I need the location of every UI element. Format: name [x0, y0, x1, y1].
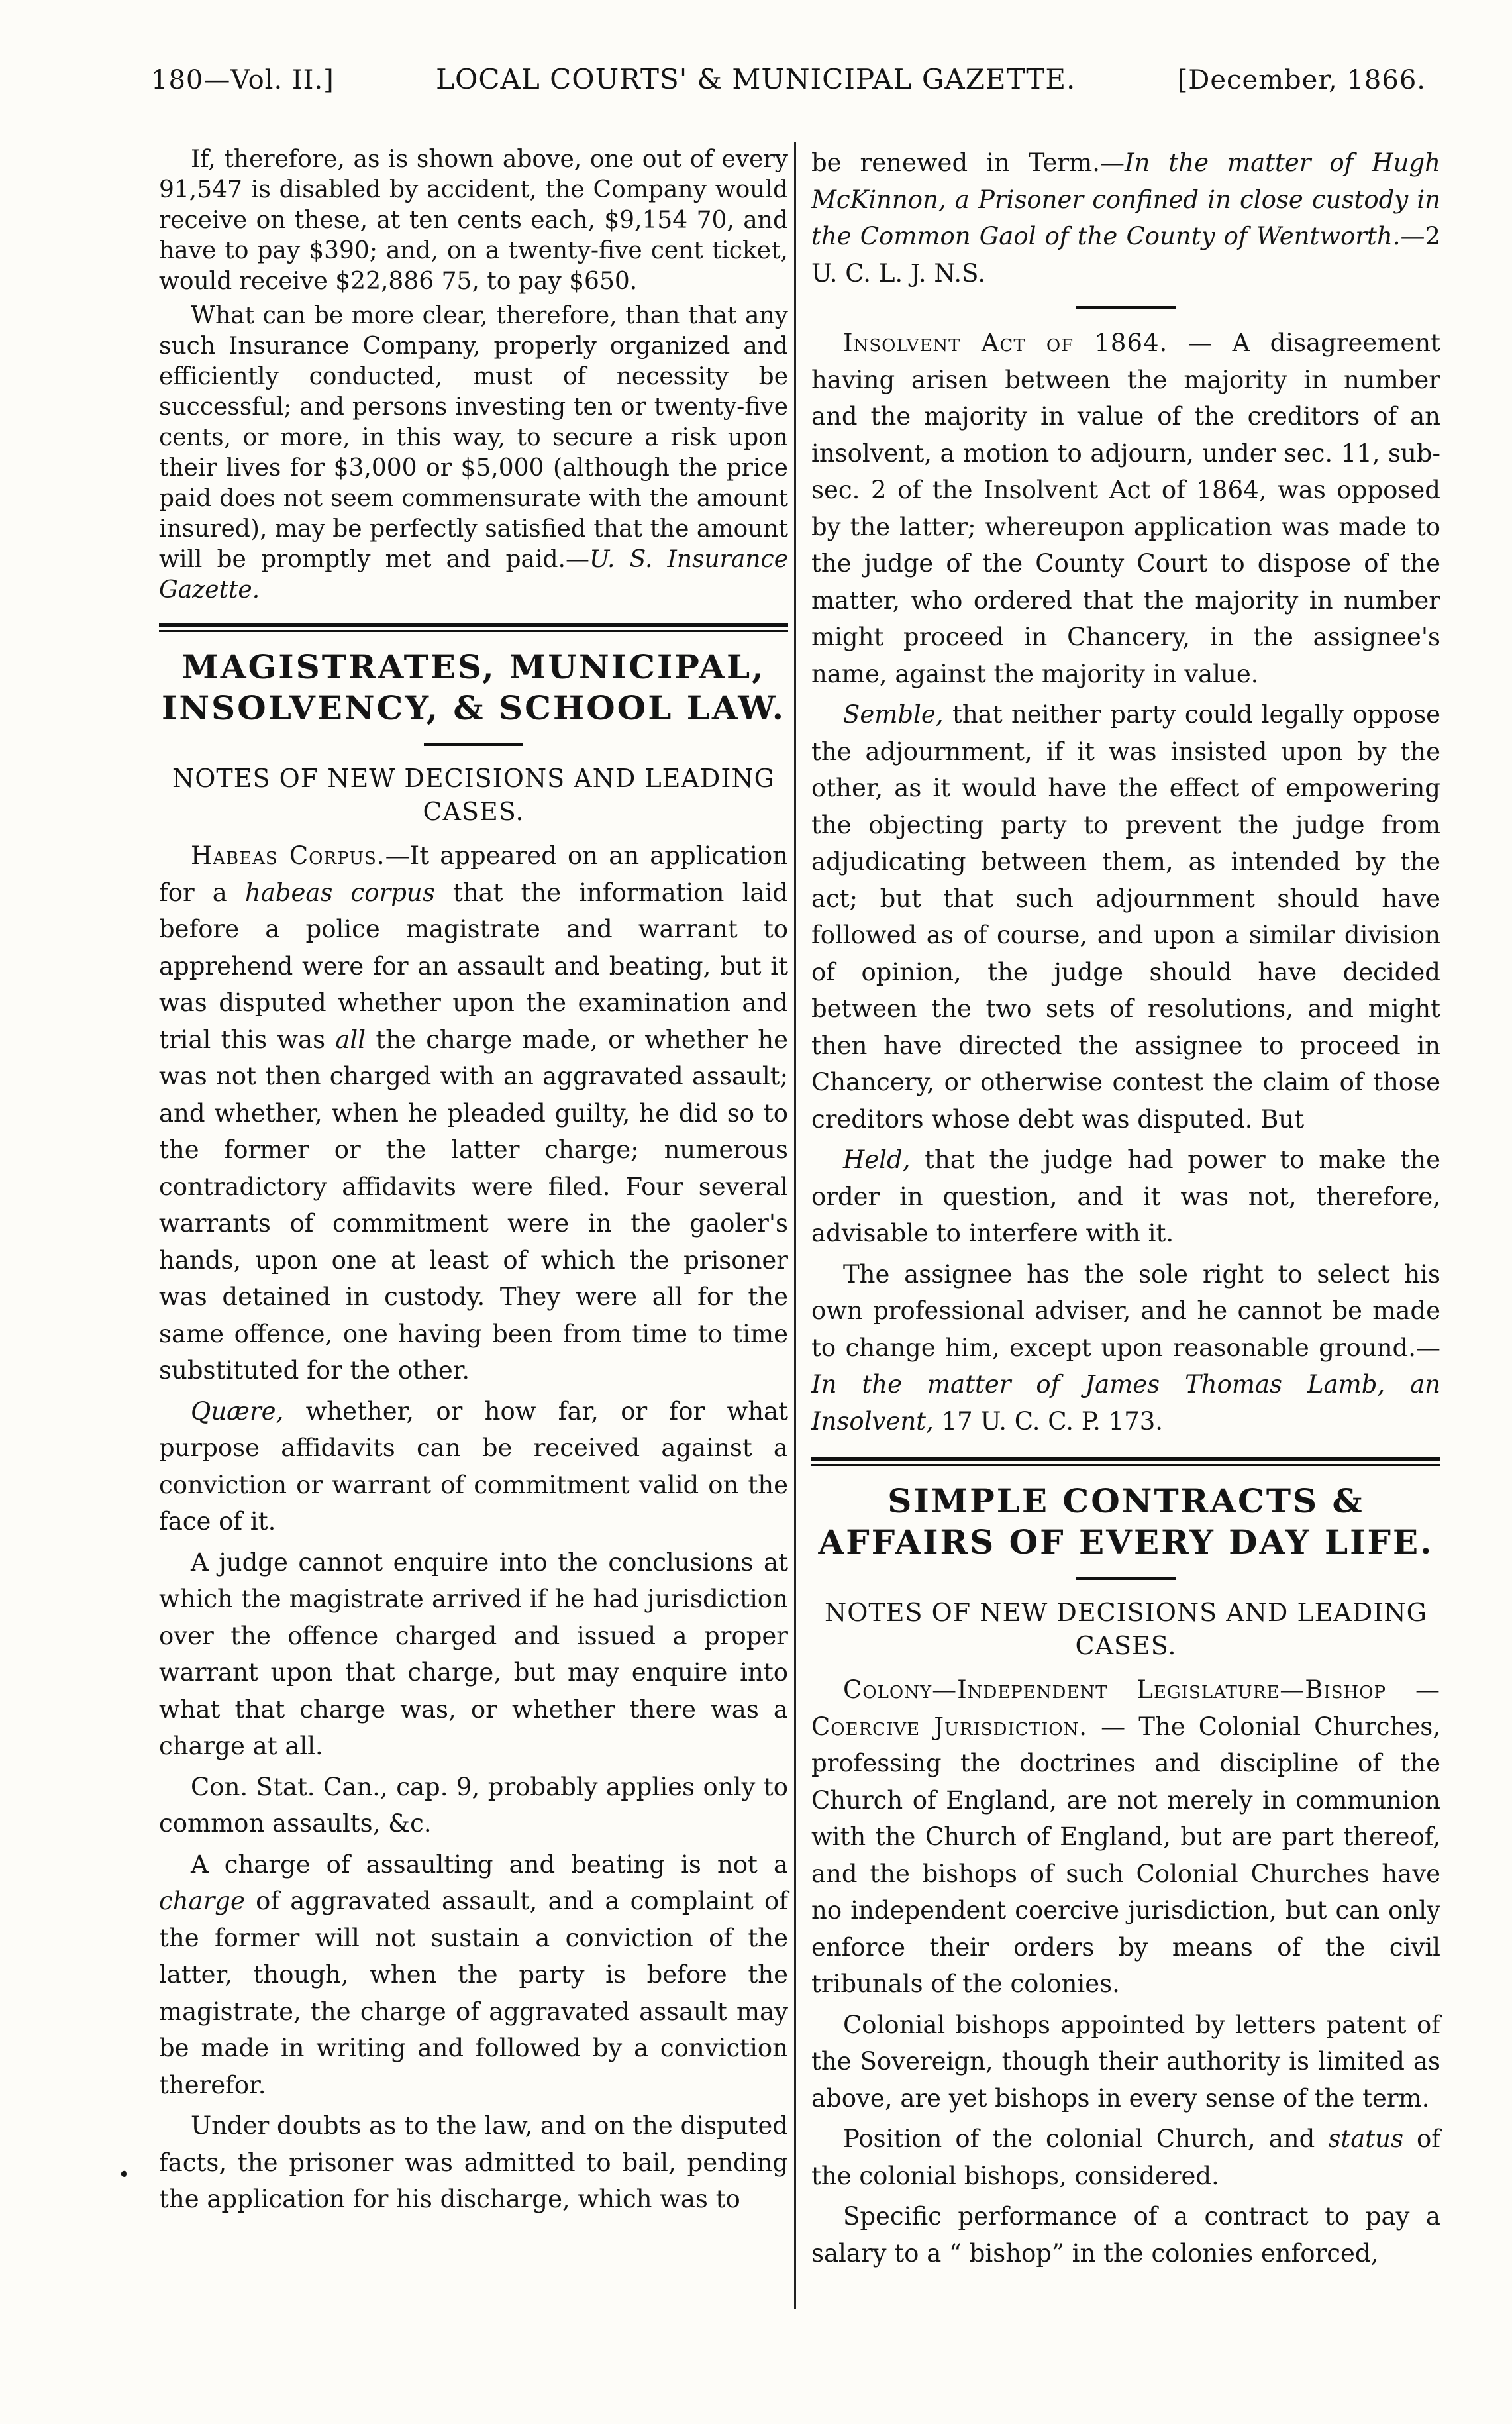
section-rule: [159, 623, 788, 632]
continuation-paragraph: be renewed in Term.—In the matter of Hugh McKinnon, a Prisoner confined in close custody in the Common Gaol of the County of Wentworth.—2 U. C. L. J. N.S.: [811, 148, 1440, 288]
insurance-article: [159, 144, 788, 606]
case-citation: In the matter of Hugh McKinnon, a Prisoner confined in close custody in the Common Gaol of the County of Wentworth.: [811, 148, 1440, 250]
colony-paragraph: Colony—Independent Legislature—Bishop — Coercive Jurisdiction. — The Colonial Churches, professing the doctrines and discipline of the Church of England, are not merely in communion with the Church of England, but are part thereof, and the bishops of such Colonial Churches have no independent coercive jurisdiction, but can only enforce their orders by means of the civil tribunals of the colonies.: [811, 1675, 1440, 1998]
section-title-magistrates: MAGISTRATES, MUNICIPAL, INSOLVENCY, & SCHOOL LAW.: [161, 647, 786, 727]
position-paragraph: Position of the colonial Church, and status of the colonial bishops, considered.: [811, 2125, 1441, 2190]
left-column: [159, 144, 788, 2222]
habeas-paragraph: Habeas Corpus.—It appeared on an application for a habeas corpus that the information laid before a police magistrate and warrant to apprehend were for an assault and beating, but it was disputed whether upon the examination and trial this was all the charge made, or whether he was not then charged with an aggravated assault; and whether, when he pleaded guilty, he did so to the former or the latter charge; numerous contradictory affidavits were filed. Four several warrants of commitment were in the gaoler's hands, upon one at least of which the prisoner was detained in custody. They were all for the same offence, one having been from time to time substituted for the other.: [159, 841, 788, 1385]
short-rule: [1076, 306, 1176, 309]
con-stat-paragraph: Con. Stat. Can., cap. 9, probably applies only to common assaults, &c.: [159, 1772, 788, 1838]
insurance-paragraph-2: What can be more clear, therefore, than that any such Insurance Company, properly organized and efficiently conducted, must of necessity be successful; and persons investing ten or twenty-five cents, or more, in this way, to secure a risk upon their lives for $3,000 or $5,000 (although the price paid does not seem commensurate with the amount insured), may be perfectly satisfied that the amount will be promptly met and paid.—U. S. Insurance Gazette.: [159, 302, 788, 604]
insurance-paragraph-1: If, therefore, as is shown above, one out of every 91,547 is disabled by accident, the Company would receive on these, at ten cents each, $9,154 70, and have to pay $390; and, on a twenty-five cent ticket, would receive $22,886 75, to pay $650.: [159, 146, 788, 295]
short-rule: [424, 743, 523, 746]
column-divider: [794, 142, 796, 2309]
page-reference: 180—Vol. II.]: [151, 65, 334, 95]
insolvent-paragraph: Insolvent Act of 1864. — A disagreement having arisen between the majority in number and the majority in value of the creditors of an insolvent, a motion to adjourn, under sec. 11, sub-sec. 2 of the Insolvent Act of 1864, was opposed by the latter; whereupon application was made to the judge of the County Court to dispose of the matter, who ordered that the majority in number might proceed in Chancery, in the assignee's name, against the majority in value.: [811, 329, 1440, 688]
insolvent-heading: Insolvent Act of 1864.: [843, 329, 1168, 357]
assignee-paragraph: The assignee has the sole right to select his own professional adviser, and he cannot be made to change him, except upon reasonable ground.—In the matter of James Thomas Lamb, an Insolvent, 17 U. C. C. P. 173.: [811, 1259, 1440, 1436]
section-rule: [811, 1457, 1440, 1466]
notes-title-left: NOTES OF NEW DECISIONS AND LEADING CASES.: [172, 764, 775, 826]
publication-title: LOCAL COURTS' & MUNICIPAL GAZETTE.: [436, 63, 1076, 95]
right-column: [811, 144, 1440, 2276]
running-header: [151, 63, 1426, 116]
specific-performance-paragraph: Specific performance of a contract to pay a salary to a “ bishop” in the colonies enforced,: [811, 2202, 1440, 2268]
judge-paragraph: A judge cannot enquire into the conclusions at which the magistrate arrived if he had jurisdiction over the offence charged and issued a proper warrant upon that charge, but may enquire into what that charge was, or whether there was a charge at all.: [159, 1548, 788, 1760]
held-paragraph: Held, that the judge had power to make the order in question, and it was not, therefore, advisable to interfere with it.: [811, 1145, 1440, 1247]
section-title-contracts: SIMPLE CONTRACTS & AFFAIRS OF EVERY DAY LIFE.: [818, 1481, 1434, 1561]
charge-paragraph: A charge of assaulting and beating is not a charge of aggravated assault, and a complaint of the former will not sustain a conviction of the latter, though, when the party is before the magistrate, the charge of aggravated assault may be made in writing and followed by a conviction therefor.: [159, 1850, 788, 2099]
bishops-paragraph: Colonial bishops appointed by letters patent of the Sovereign, though their authority is limited as above, are yet bishops in every sense of the term.: [811, 2010, 1440, 2113]
semble-paragraph: Semble, that neither party could legally oppose the adjournment, if it was insisted upon by the other, as it would have the effect of empowering the objecting party to prevent the judge from adjudicating between them, as intended by the act; but that such adjournment should have followed as of course, and upon a similar division of opinion, the judge should have decided between the two sets of resolutions, and might then have directed the assignee to proceed in Chancery, or otherwise contest the claim of those creditors whose debt was disputed. But: [811, 700, 1440, 1133]
insurance-source: U. S. Insurance Gazette.: [159, 546, 788, 604]
habeas-heading: Habeas Corpus.: [191, 841, 385, 870]
bail-paragraph: Under doubts as to the law, and on the disputed facts, the prisoner was admitted to bail, pending the application for his discharge, which was to: [159, 2111, 788, 2213]
short-rule: [1076, 1577, 1176, 1580]
colony-heading: Colony—Independent Legislature—Bishop — Coercive Jurisdiction.: [811, 1675, 1440, 1741]
margin-mark: •: [118, 2162, 130, 2187]
notes-title-right: NOTES OF NEW DECISIONS AND LEADING CASES.: [825, 1598, 1427, 1660]
issue-date: [December, 1866.: [1177, 65, 1426, 95]
quaere-paragraph: Quære, whether, or how far, or for what purpose affidavits can be received against a conviction or warrant of commitment valid on the face of it.: [159, 1396, 788, 1536]
